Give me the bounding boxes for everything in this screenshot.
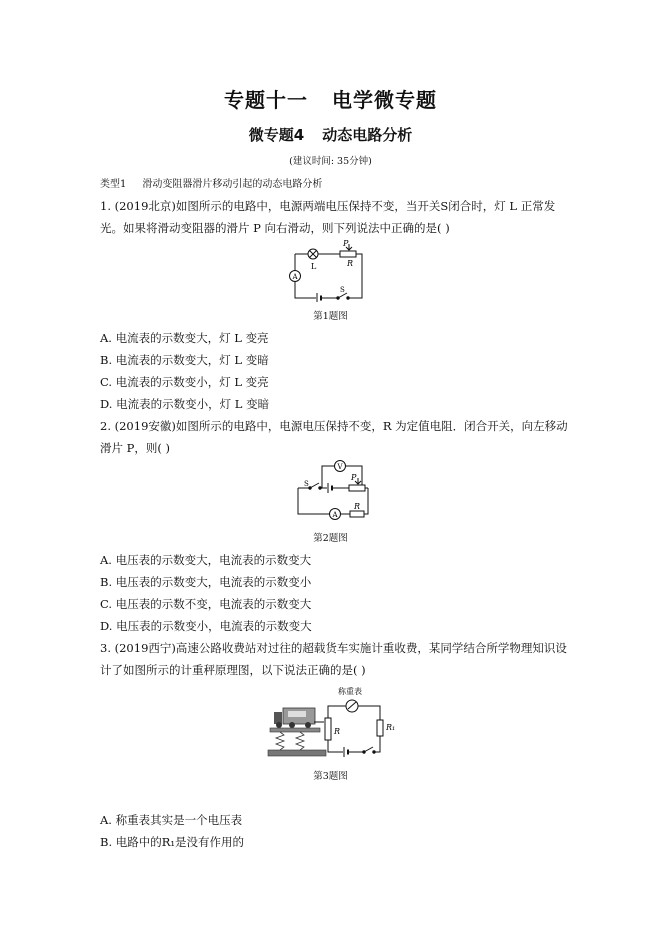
- q3-option-a: A. 称重表其实是一个电压表: [100, 813, 243, 827]
- q3-figure-caption: 第3题图: [313, 771, 348, 782]
- type-text: 滑动变阻器滑片移动引起的动态电路分析: [142, 179, 323, 190]
- truck-illustration: [274, 708, 315, 728]
- q2-figure-caption: 第2题图: [313, 533, 348, 544]
- q2-stem-line1: 2. (2019安徽)如图所示的电路中，电源电压保持不变，R 为定值电阻．闭合开关，向左移动: [100, 419, 568, 433]
- q1-label-A: A: [292, 273, 298, 281]
- scale-platform: [270, 728, 320, 732]
- q2-label-P: P: [351, 473, 357, 482]
- title-part1: 专题十一: [224, 88, 308, 112]
- q2-label-V: V: [337, 463, 343, 471]
- q1-label-S: S: [340, 286, 345, 294]
- type-label: 类型1: [100, 179, 127, 190]
- title-part2: 电学微专题: [332, 88, 437, 112]
- q1-label-P: P: [343, 239, 349, 248]
- q2-label-R: R: [354, 502, 361, 511]
- q2-label-S: S: [304, 480, 309, 488]
- page-subtitle: [0, 124, 661, 145]
- q3-label-R: R: [334, 727, 341, 736]
- q2-option-c: C. 电压表的示数不变，电流表的示数变大: [100, 597, 312, 611]
- q2-stem-line2: 滑片 P，则( ): [100, 441, 171, 455]
- q2-option-b: B. 电压表的示数变大，电流表的示数变小: [100, 575, 312, 589]
- q1-label-R: R: [347, 259, 354, 268]
- q2-label-A: A: [332, 511, 338, 519]
- q1-option-d: D. 电流表的示数变小，灯 L 变暗: [100, 397, 270, 411]
- q2-option-d: D. 电压表的示数变小，电流表的示数变大: [100, 619, 312, 633]
- subtitle-part1: 微专题4: [248, 126, 305, 144]
- q3-scale-diagram: [266, 682, 406, 762]
- scale-base: [268, 750, 326, 756]
- q3-label-meter: 称重表: [338, 687, 362, 696]
- q3-option-b: B. 电路中的R₁是没有作用的: [100, 835, 245, 849]
- subtitle-part2: 动态电路分析: [322, 126, 413, 144]
- q3-stem-line2: 计了如图所示的计重秤原理图，以下说法正确的是( ): [100, 663, 366, 677]
- q3-stem-line1: 3. (2019西宁)高速公路收费站对过往的超载货车实施计重收费，某同学结合所学物理知识设: [100, 641, 567, 655]
- time-hint: (建议时间: 35分钟): [289, 156, 372, 167]
- q1-figure-caption: 第1题图: [313, 311, 348, 322]
- q3-label-R1: R₁: [386, 723, 396, 732]
- q1-circuit-diagram: [280, 236, 380, 302]
- q1-stem-line2: 光。如果将滑动变阻器的滑片 P 向右滑动，则下列说法中正确的是( ): [100, 221, 450, 235]
- page-title: [0, 84, 661, 113]
- type-heading: [100, 175, 322, 190]
- q1-label-L: L: [311, 262, 317, 271]
- q1-option-c: C. 电流表的示数变小，灯 L 变亮: [100, 375, 269, 389]
- q1-stem-line1: 1. (2019北京)如图所示的电路中，电源两端电压保持不变，当开关S闭合时，灯 L 正常发: [100, 199, 556, 213]
- q2-option-a: A. 电压表的示数变大，电流表的示数变大: [100, 553, 312, 567]
- q2-circuit-diagram: [290, 458, 380, 524]
- q1-option-a: A. 电流表的示数变大，灯 L 变亮: [100, 331, 269, 345]
- q1-option-b: B. 电流表的示数变大，灯 L 变暗: [100, 353, 269, 367]
- springs: [276, 732, 304, 750]
